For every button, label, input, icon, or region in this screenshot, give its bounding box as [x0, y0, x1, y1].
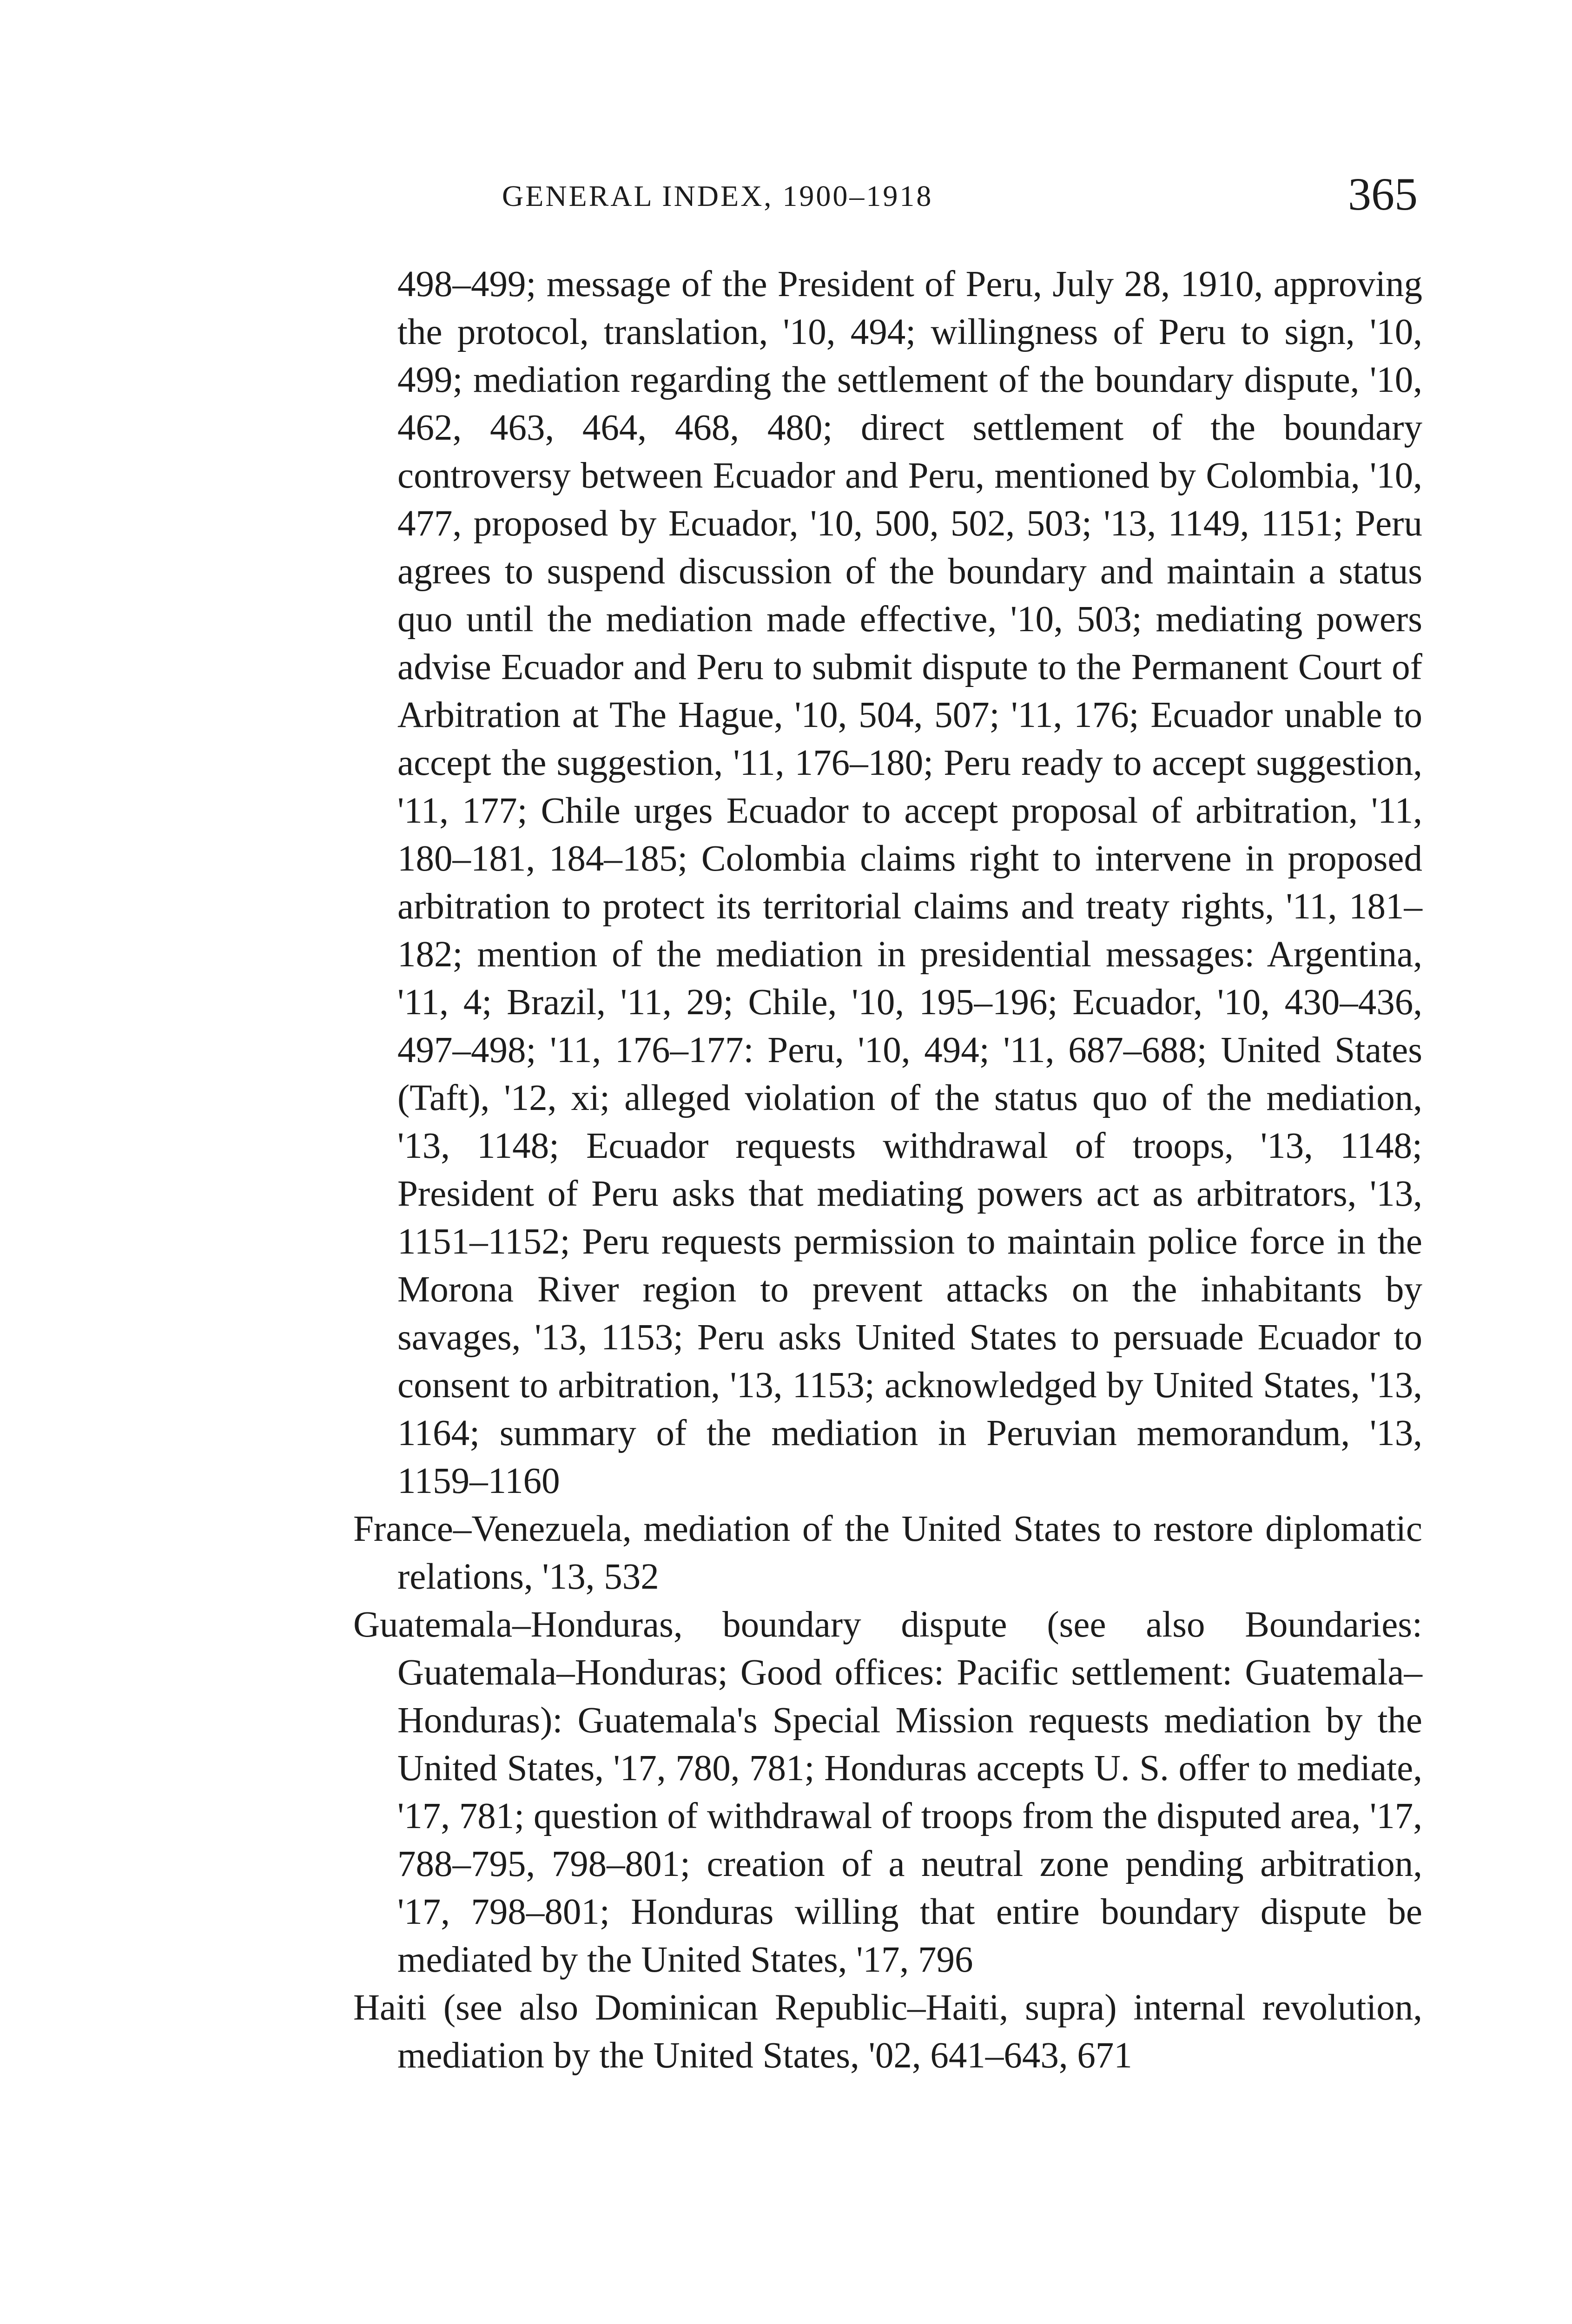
page-number: 365: [1348, 168, 1418, 220]
index-body: [353, 260, 1422, 2080]
index-entry-guatemala-honduras: Guatemala–Honduras, boundary dispute (see also Boundaries: Guatemala–Honduras; Good offices: Pacific settlement: Guatemala–Honduras): Guatemala's Special Mission requests mediation by the United States, '17, 780, 781; Honduras accepts U. S. offer to mediate, '17, 781; question of withdrawal of troops from the disputed area, '17, 788–795, 798–801; creation of a neutral zone pending arbitration, '17, 798–801; Honduras willing that entire boundary dispute be mediated by the United States, '17, 796: [353, 1604, 1422, 1980]
index-entry-france-venezuela: France–Venezuela, mediation of the United States to restore diplomatic relations, '13, 532: [353, 1509, 1422, 1597]
index-entry-haiti: Haiti (see also Dominican Republic–Haiti, supra) internal revolution, mediation by the United States, '02, 641–643, 671: [353, 1987, 1422, 2076]
index-entry-ecuador-peru-continued: 498–499; message of the President of Peru, July 28, 1910, approving the protocol, translation, '10, 494; willingness of Peru to sign, '10, 499; mediation regarding the settlement of the boundary dispute, '10, 462, 463, 464, 468, 480; direct settlement of the boundary controversy between Ecuador and Peru, mentioned by Colombia, '10, 477, proposed by Ecuador, '10, 500, 502, 503; '13, 1149, 1151; Peru agrees to suspend discussion of the boundary and maintain a status quo until the mediation made effective, '10, 503; mediating powers advise Ecuador and Peru to submit dispute to the Permanent Court of Arbitration at The Hague, '10, 504, 507; '11, 176; Ecuador unable to accept the suggestion, '11, 176–180; Peru ready to accept suggestion, '11, 177; Chile urges Ecuador to accept proposal of arbitration, '11, 180–181, 184–185; Colombia claims right to intervene in proposed arbitration to protect its territorial claims and treaty rights, '11, 181–182; mention of the mediation in presidential messages: Argentina, '11, 4; Brazil, '11, 29; Chile, '10, 195–196; Ecuador, '10, 430–436, 497–498; '11, 176–177: Peru, '10, 494; '11, 687–688; United States (Taft), '12, xi; alleged violation of the status quo of the mediation, '13, 1148; Ecuador requests withdrawal of troops, '13, 1148; President of Peru asks that mediating powers act as arbitrators, '13, 1151–1152; Peru requests permission to maintain police force in the Morona River region to prevent attacks on the inhabitants by savages, '13, 1153; Peru asks United States to persuade Ecuador to consent to arbitration, '13, 1153; acknowledged by United States, '13, 1164; summary of the mediation in Peruvian memorandum, '13, 1159–1160: [397, 264, 1422, 1501]
running-head: GENERAL INDEX, 1900–1918: [502, 179, 933, 212]
